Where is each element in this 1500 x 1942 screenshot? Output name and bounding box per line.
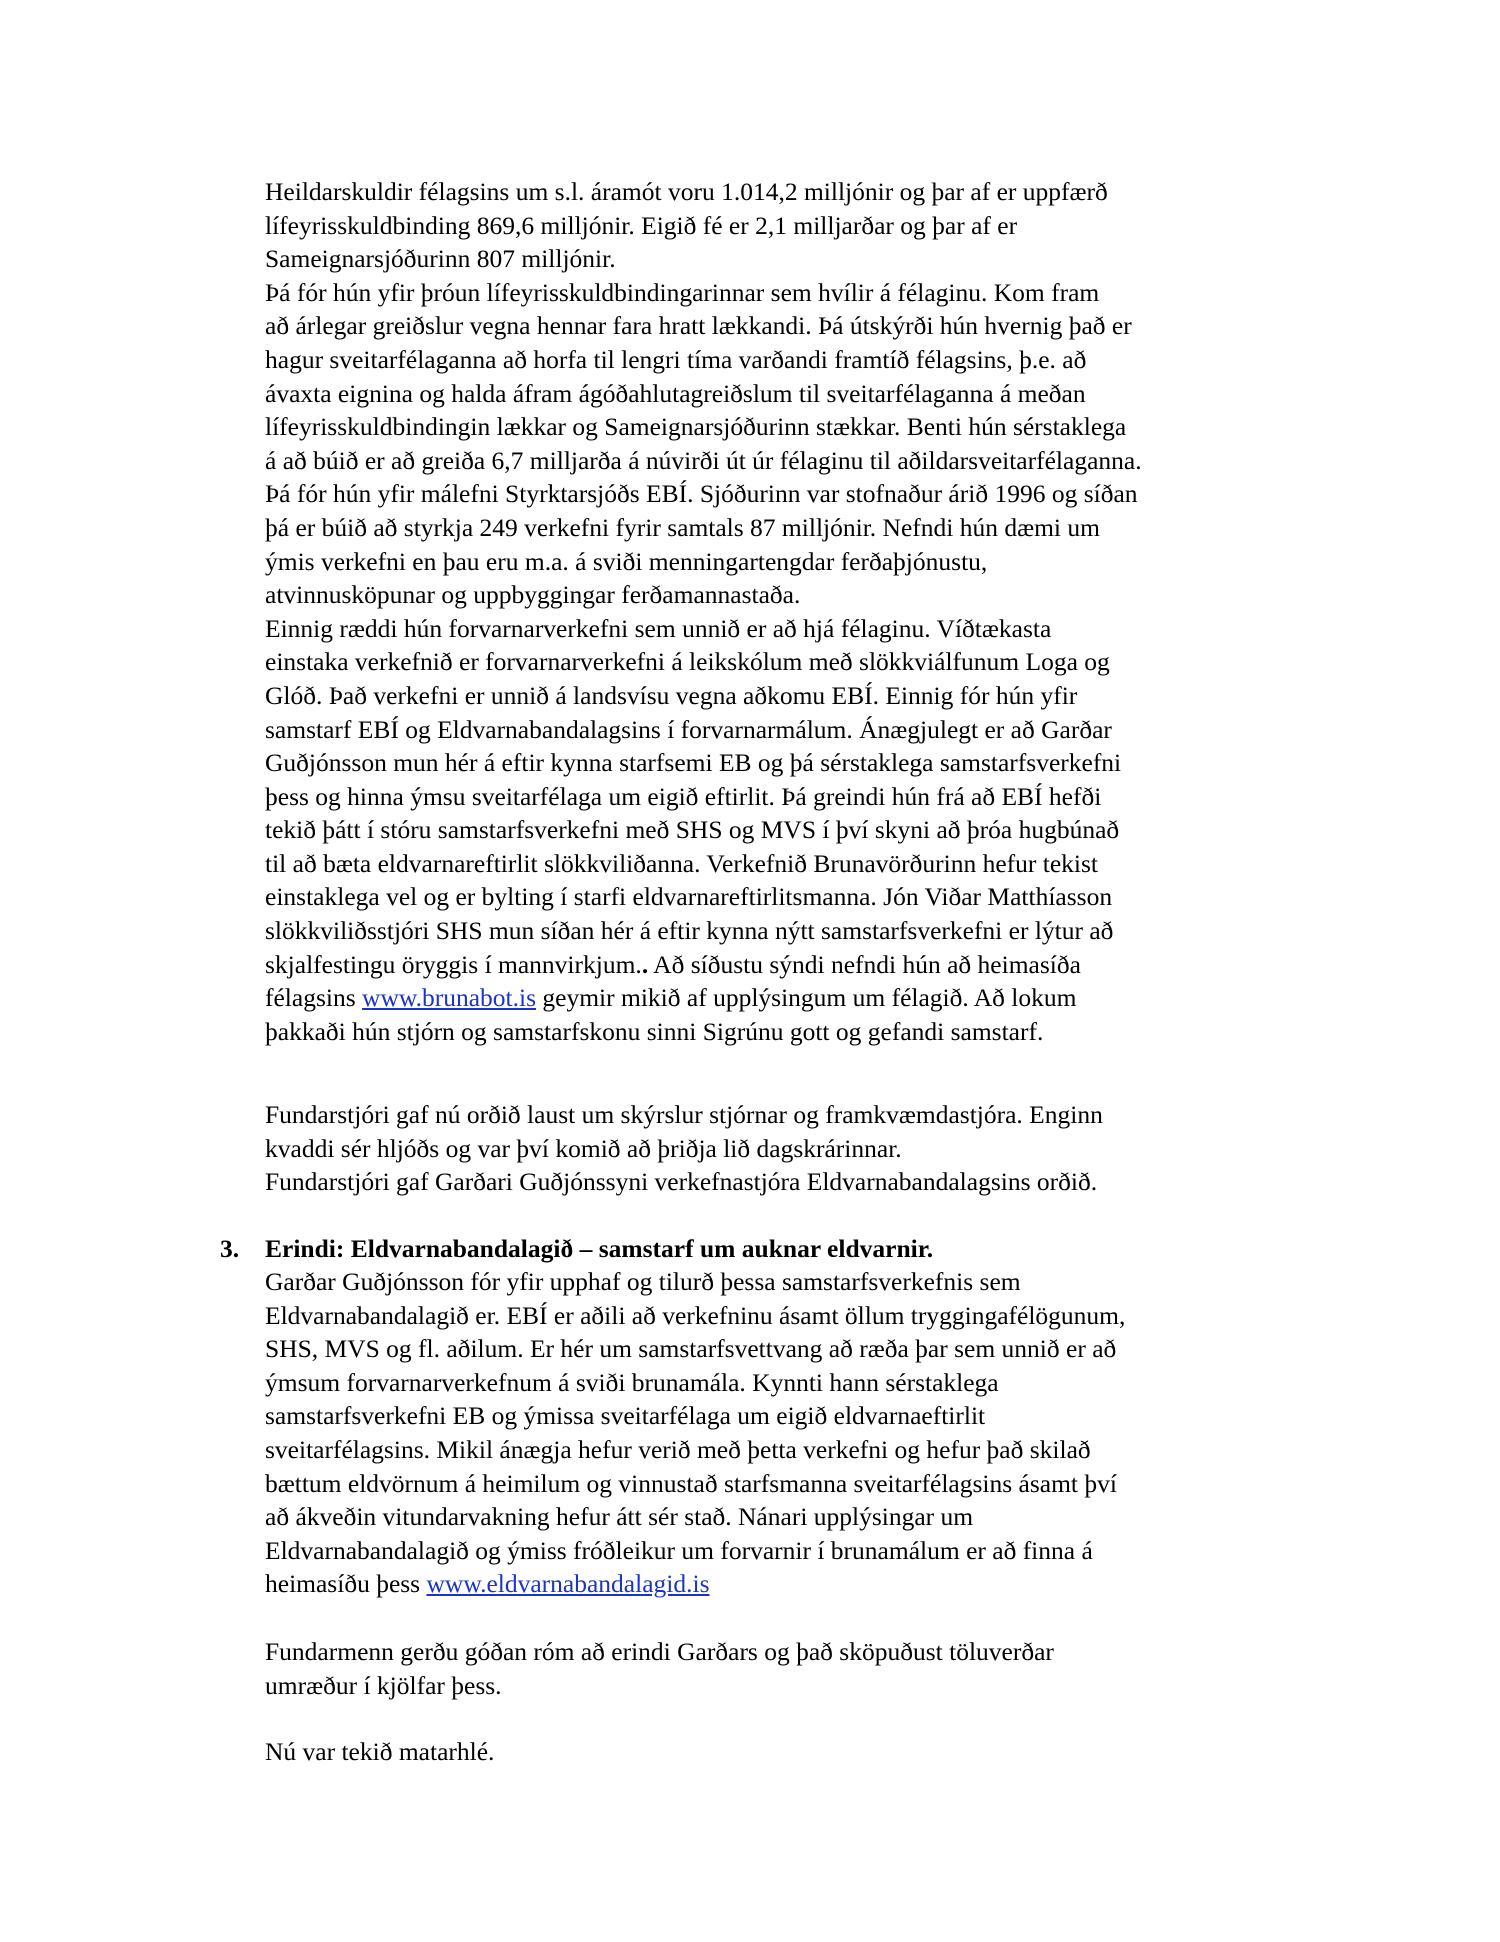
text-line: þakkaði hún stjórn og samstarfskonu sinni Sigrúnu gott og gefandi samstarf. [265, 1016, 1044, 1046]
text-line: Þá fór hún yfir málefni Styrktarsjóðs EBÍ. Sjóðurinn var stofnaður árið 1996 og síðan [265, 479, 1138, 509]
text-fragment: heimasíðu þess [265, 1569, 427, 1599]
break-note [265, 1735, 494, 1769]
text-line [265, 981, 1142, 1015]
text-line: að árlegar greiðslur vegna hennar fara hratt lækkandi. Þá útskýrði hún hvernig það er [265, 311, 1132, 341]
eldvarnabandalagid-link[interactable]: www.eldvarnabandalagid.is [426, 1569, 710, 1599]
section-body [265, 1265, 1125, 1601]
text-line: Guðjónsson mun hér á eftir kynna starfsemi EB og þá sérstaklega samstarfsverkefni [265, 748, 1122, 778]
text-line [265, 1567, 1125, 1601]
text-line: Eldvarnabandalagið er. EBÍ er aðili að verkefninu ásamt öllum tryggingafélögunum, [265, 1300, 1126, 1330]
text-line [265, 948, 1142, 982]
text-line: SHS, MVS og fl. aðilum. Er hér um samstarfsvettvang að ræða þar sem unnið er að [265, 1334, 1117, 1364]
section-title: Erindi: Eldvarnabandalagið – samstarf um auknar eldvarnir. [265, 1234, 934, 1263]
text-line: lífeyrisskuldbindingin lækkar og Sameignarsjóðurinn stækkar. Benti hún sérstaklega [265, 412, 1127, 442]
text-line: Fundarmenn gerðu góðan róm að erindi Garðars og það sköpuðust töluverðar [265, 1637, 1054, 1666]
text-line: Heildarskuldir félagsins um s.l. áramót voru 1.014,2 milljónir og þar af er uppfærð [265, 177, 1108, 206]
text-line: sveitarfélagsins. Mikil ánægja hefur verið með þetta verkefni og hefur það skilað [265, 1434, 1091, 1464]
text-line: kvaddi sér hljóðs og var því komið að þriðja lið dagskrárinnar. [265, 1133, 902, 1163]
text-line: umræður í kjölfar þess. [265, 1670, 502, 1700]
text-line: Einnig ræddi hún forvarnarverkefni sem unnið er að hjá félaginu. Víðtækasta [265, 613, 1052, 643]
text-line: til að bæta eldvarnareftirlit slökkviliðanna. Verkefnið Brunavörðurinn hefur tekist [265, 848, 1099, 878]
text-line: Glóð. Það verkefni er unnið á landsvísu vegna aðkomu EBÍ. Einnig fór hún yfir [265, 680, 1078, 710]
brunabot-link[interactable]: www.brunabot.is [362, 983, 537, 1013]
text-line: bættum eldvörnum á heimilum og vinnustað starfsmanna sveitarfélagsins ásamt því [265, 1468, 1117, 1498]
text-line: ýmsum forvarnarverkefnum á sviði brunamála. Kynnti hann sérstaklega [265, 1367, 999, 1397]
text-line: slökkviliðsstjóri SHS mun síðan hér á eftir kynna nýtt samstarfsverkefni er lýtur að [265, 916, 1114, 946]
closing-paragraph [265, 1635, 1054, 1702]
text-line: á að búið er að greiða 6,7 milljarða á núvirði út úr félaginu til aðildarsveitarfélaganna. [265, 445, 1142, 475]
text-line: lífeyrisskuldbinding 869,6 milljónir. Eigið fé er 2,1 milljarðar og þar af er [265, 210, 1018, 240]
text-line: Garðar Guðjónsson fór yfir upphaf og tilurð þessa samstarfsverkefnis sem [265, 1267, 1021, 1296]
text-line: þá er búið að styrkja 249 verkefni fyrir samtals 87 milljónir. Nefndi hún dæmi um [265, 512, 1100, 542]
section-number: 3. [220, 1234, 240, 1263]
text-line: Fundarstjóri gaf nú orðið laust um skýrslur stjórnar og framkvæmdastjóra. Enginn [265, 1100, 1103, 1129]
text-fragment: félagsins [265, 983, 363, 1013]
text-line: að ákveðin vitundarvakning hefur átt sér stað. Nánari upplýsingar um [265, 1502, 974, 1532]
text-line: þess og hinna ýmsu sveitarfélaga um eigið eftirlit. Þá greindi hún frá að EBÍ hefði [265, 781, 1102, 811]
text-line: Sameignarsjóðurinn 807 milljónir. [265, 244, 616, 274]
text-fragment: geymir mikið af upplýsingum um félagið. Að lokum [536, 983, 1077, 1013]
text-line: Þá fór hún yfir þróun lífeyrisskuldbindingarinnar sem hvílir á félaginu. Kom fram [265, 277, 1100, 307]
text-line: Nú var tekið matarhlé. [265, 1737, 495, 1766]
discussion-paragraph [265, 1098, 1103, 1199]
text-line: samstarf EBÍ og Eldvarnabandalagsins í forvarnarmálum. Ánægjulegt er að Garðar [265, 714, 1112, 744]
text-line: ávaxta eignina og halda áfram ágóðahlutagreiðslum til sveitarfélaganna á meðan [265, 378, 1086, 408]
text-line: Eldvarnabandalagið og ýmiss fróðleikur um forvarnir í brunamálum er að finna á [265, 1535, 1093, 1565]
report-paragraph [265, 175, 1142, 1048]
text-line: samstarfsverkefni EB og ýmissa sveitarfélaga um eigið eldvarnaeftirlit [265, 1401, 986, 1431]
text-line: atvinnusköpunar og uppbyggingar ferðamannastaða. [265, 580, 801, 610]
text-line: Fundarstjóri gaf Garðari Guðjónssyni verkefnastjóra Eldvarnabandalagsins orðið. [265, 1167, 1098, 1197]
text-line: einstaka verkefnið er forvarnarverkefni á leikskólum með slökkviálfunum Loga og [265, 647, 1110, 677]
text-fragment: Að síðustu sýndi nefndi hún að heimasíða [653, 949, 1081, 979]
text-line: ýmis verkefni en þau eru m.a. á sviði menningartengdar ferðaþjónustu, [265, 546, 988, 576]
text-fragment: skjalfestingu öryggis í mannvirkjum. [265, 949, 642, 979]
text-line: tekið þátt í stóru samstarfsverkefni með SHS og MVS í því skyni að þróa hugbúnað [265, 815, 1120, 845]
bold-period: . [641, 949, 649, 979]
text-line: einstaklega vel og er bylting í starfi eldvarnareftirlitsmanna. Jón Viðar Matthíasson [265, 882, 1113, 912]
text-line: hagur sveitarfélaganna að horfa til lengri tíma varðandi framtíð félagsins, þ.e. að [265, 344, 1087, 374]
